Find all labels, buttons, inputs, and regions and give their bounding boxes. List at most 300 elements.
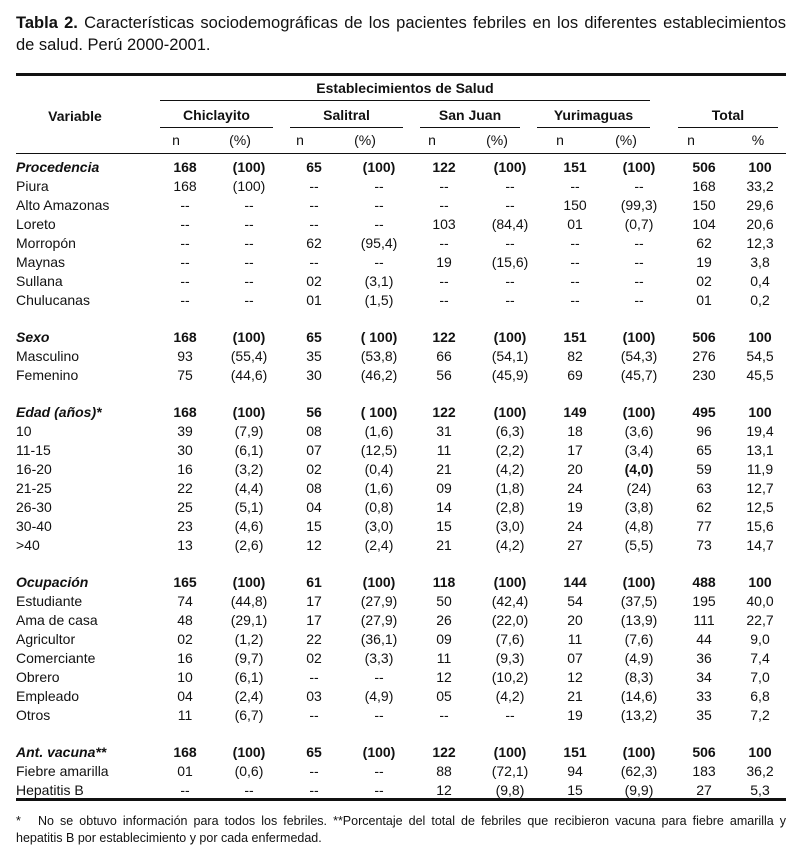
cell-san-juan-n: 21	[436, 537, 452, 553]
cell-salitral-pct: (3,3)	[364, 650, 394, 666]
site-header-san-juan: San Juan	[438, 107, 502, 123]
spacer-cell	[16, 385, 786, 403]
bottom-rule	[16, 798, 786, 801]
cell-total-n: 63	[696, 480, 712, 496]
cell-yurimaguas-n: 69	[567, 367, 583, 383]
cell-san-juan-pct: (22,0)	[491, 612, 529, 628]
cell-salitral-n: 65	[306, 159, 322, 175]
cell-yurimaguas-pct: (62,3)	[620, 763, 658, 779]
cell-chiclayito-pct: (1,2)	[234, 631, 264, 647]
cell-chiclayito-n: 25	[177, 499, 193, 515]
cell-san-juan-n: 103	[432, 216, 456, 232]
cell-san-juan-pct: --	[505, 273, 515, 289]
cell-chiclayito-pct: (100)	[232, 159, 266, 175]
table-row	[16, 215, 786, 234]
cell-salitral-n: --	[309, 763, 319, 779]
cell-san-juan-n: 56	[436, 367, 452, 383]
cell-yurimaguas-pct: --	[634, 292, 644, 308]
cell-yurimaguas-n: 54	[567, 593, 583, 609]
cell-chiclayito-pct: (100)	[232, 744, 266, 760]
cell-yurimaguas-n: 94	[567, 763, 583, 779]
row-label: Hepatitis B	[16, 782, 84, 798]
row-label: Otros	[16, 707, 51, 723]
cell-chiclayito-pct: (7,9)	[234, 423, 264, 439]
cell-yurimaguas-n: 18	[567, 423, 583, 439]
cell-salitral-pct: --	[374, 254, 384, 270]
variable-header: Variable	[48, 108, 102, 124]
table-row	[16, 291, 786, 310]
cell-total-pct: 20,6	[746, 216, 774, 232]
spacer-cell	[16, 555, 786, 573]
cell-san-juan-pct: (2,2)	[495, 442, 525, 458]
cell-total-n: 506	[692, 159, 716, 175]
cell-salitral-pct: ( 100)	[360, 404, 398, 420]
cell-chiclayito-n: --	[180, 216, 190, 232]
cell-total-pct: 40,0	[746, 593, 774, 609]
subheader-n: n	[296, 132, 304, 148]
cell-san-juan-pct: (4,2)	[495, 688, 525, 704]
table-row	[16, 272, 786, 291]
cell-total-pct: 12,7	[746, 480, 774, 496]
cell-total-n: 34	[696, 669, 712, 685]
cell-san-juan-pct: (9,3)	[495, 650, 525, 666]
cell-yurimaguas-n: --	[570, 235, 580, 251]
cell-salitral-pct: (4,9)	[364, 688, 394, 704]
cell-san-juan-pct: (4,2)	[495, 461, 525, 477]
cell-chiclayito-n: 168	[173, 404, 197, 420]
row-label: Fiebre amarilla	[16, 763, 109, 779]
cell-chiclayito-n: 30	[177, 442, 193, 458]
cell-san-juan-n: 09	[436, 631, 452, 647]
cell-san-juan-n: 122	[432, 329, 456, 345]
cell-chiclayito-pct: (2,4)	[234, 688, 264, 704]
cell-chiclayito-pct: (44,6)	[230, 367, 268, 383]
site-header-salitral: Salitral	[323, 107, 370, 123]
cell-san-juan-pct: (100)	[493, 744, 527, 760]
header-rule	[16, 153, 786, 154]
cell-salitral-n: --	[309, 254, 319, 270]
cell-salitral-n: 62	[306, 235, 322, 251]
table-row	[16, 441, 786, 460]
cell-yurimaguas-n: 24	[567, 518, 583, 534]
row-label: 30-40	[16, 518, 52, 534]
cell-chiclayito-pct: --	[244, 197, 254, 213]
cell-yurimaguas-n: --	[570, 273, 580, 289]
cell-yurimaguas-n: --	[570, 292, 580, 308]
cell-total-pct: 15,6	[746, 518, 774, 534]
cell-chiclayito-pct: (3,2)	[234, 461, 264, 477]
cell-yurimaguas-pct: (99,3)	[620, 197, 658, 213]
cell-total-pct: 100	[748, 744, 772, 760]
table-row	[16, 366, 786, 385]
footnote-marker: *	[16, 814, 21, 828]
total-header: Total	[711, 107, 745, 123]
cell-total-pct: 7,2	[750, 707, 770, 723]
cell-yurimaguas-pct: (13,2)	[620, 707, 658, 723]
cell-total-n: 488	[692, 574, 716, 590]
group-label: Procedencia	[16, 159, 100, 175]
cell-total-pct: 12,5	[746, 499, 774, 515]
cell-salitral-pct: (95,4)	[360, 235, 398, 251]
cell-chiclayito-n: 168	[173, 159, 197, 175]
cell-salitral-pct: (53,8)	[360, 348, 398, 364]
cell-san-juan-n: 122	[432, 744, 456, 760]
site-rule	[160, 127, 273, 128]
cell-chiclayito-n: 48	[177, 612, 193, 628]
cell-total-n: 02	[696, 273, 712, 289]
cell-san-juan-n: 15	[436, 518, 452, 534]
cell-san-juan-n: 21	[436, 461, 452, 477]
cell-san-juan-pct: --	[505, 235, 515, 251]
cell-chiclayito-n: 11	[177, 707, 193, 723]
cell-total-pct: 29,6	[746, 197, 774, 213]
cell-yurimaguas-pct: --	[634, 254, 644, 270]
cell-chiclayito-pct: --	[244, 273, 254, 289]
cell-san-juan-pct: (2,8)	[495, 499, 525, 515]
cell-chiclayito-n: 16	[177, 461, 193, 477]
cell-san-juan-pct: (10,2)	[491, 669, 529, 685]
cell-yurimaguas-n: 24	[567, 480, 583, 496]
cell-chiclayito-pct: (6,1)	[234, 669, 264, 685]
cell-chiclayito-pct: (0,6)	[234, 763, 264, 779]
cell-salitral-n: 56	[306, 404, 322, 420]
cell-san-juan-n: --	[439, 235, 449, 251]
site-rule	[420, 127, 520, 128]
cell-total-pct: 100	[748, 159, 772, 175]
cell-salitral-pct: (100)	[362, 744, 396, 760]
row-label: Loreto	[16, 216, 56, 232]
spacer-cell	[16, 725, 786, 743]
cell-chiclayito-n: 13	[177, 537, 193, 553]
table-row	[16, 536, 786, 555]
cell-chiclayito-pct: (55,4)	[230, 348, 268, 364]
cell-salitral-pct: (46,2)	[360, 367, 398, 383]
group-rule	[160, 100, 650, 101]
cell-yurimaguas-n: 01	[567, 216, 583, 232]
cell-salitral-pct: (0,4)	[364, 461, 394, 477]
cell-san-juan-pct: (54,1)	[491, 348, 529, 364]
cell-yurimaguas-n: 151	[563, 744, 587, 760]
cell-san-juan-pct: (9,8)	[495, 782, 525, 798]
table-row	[16, 177, 786, 196]
table-row	[16, 762, 786, 781]
cell-chiclayito-n: 02	[177, 631, 193, 647]
cell-salitral-pct: (2,4)	[364, 537, 394, 553]
cell-total-pct: 7,0	[750, 669, 770, 685]
table-row	[16, 479, 786, 498]
cell-yurimaguas-pct: (54,3)	[620, 348, 658, 364]
cell-salitral-pct: (3,1)	[364, 273, 394, 289]
group-row	[16, 743, 786, 762]
cell-chiclayito-pct: (5,1)	[234, 499, 264, 515]
cell-yurimaguas-n: 150	[563, 197, 587, 213]
spacer-cell	[16, 310, 786, 328]
cell-san-juan-n: 88	[436, 763, 452, 779]
subheader-percent: (%)	[354, 132, 376, 148]
row-label: Comerciante	[16, 650, 96, 666]
cell-salitral-n: --	[309, 197, 319, 213]
cell-total-n: 195	[692, 593, 716, 609]
cell-san-juan-pct: (45,9)	[491, 367, 529, 383]
cell-yurimaguas-n: 11	[567, 631, 583, 647]
cell-yurimaguas-pct: (9,9)	[624, 782, 654, 798]
group-header: Establecimientos de Salud	[316, 80, 494, 96]
top-rule	[16, 73, 786, 76]
cell-salitral-n: 08	[306, 480, 322, 496]
subheader-percent: (%)	[486, 132, 508, 148]
site-rule	[678, 127, 778, 128]
cell-chiclayito-pct: (6,7)	[234, 707, 264, 723]
cell-salitral-n: --	[309, 707, 319, 723]
cell-yurimaguas-pct: --	[634, 235, 644, 251]
cell-yurimaguas-n: 151	[563, 159, 587, 175]
cell-total-pct: 100	[748, 329, 772, 345]
cell-chiclayito-n: 01	[177, 763, 193, 779]
cell-san-juan-n: 11	[436, 650, 452, 666]
cell-yurimaguas-pct: (3,4)	[624, 442, 654, 458]
cell-chiclayito-n: 10	[177, 669, 193, 685]
cell-salitral-n: --	[309, 216, 319, 232]
cell-san-juan-n: 05	[436, 688, 452, 704]
cell-san-juan-n: 12	[436, 782, 452, 798]
cell-total-pct: 36,2	[746, 763, 774, 779]
cell-total-pct: 11,9	[746, 461, 774, 477]
cell-total-n: 36	[696, 650, 712, 666]
cell-yurimaguas-pct: --	[634, 273, 644, 289]
site-rule	[290, 127, 403, 128]
table-row	[16, 196, 786, 215]
table-row	[16, 706, 786, 725]
site-rule	[537, 127, 650, 128]
cell-salitral-n: 61	[306, 574, 322, 590]
cell-san-juan-n: 12	[436, 669, 452, 685]
row-label: Maynas	[16, 254, 66, 270]
cell-chiclayito-n: 93	[177, 348, 193, 364]
cell-san-juan-pct: (84,4)	[491, 216, 529, 232]
cell-chiclayito-n: --	[180, 273, 190, 289]
cell-salitral-n: --	[309, 178, 319, 194]
cell-san-juan-pct: (100)	[493, 574, 527, 590]
cell-yurimaguas-n: --	[570, 178, 580, 194]
cell-yurimaguas-pct: (100)	[622, 404, 656, 420]
cell-chiclayito-n: 168	[173, 744, 197, 760]
cell-salitral-n: 07	[306, 442, 322, 458]
cell-chiclayito-n: --	[180, 782, 190, 798]
row-label: Sullana	[16, 273, 63, 289]
row-label: 21-25	[16, 480, 52, 496]
cell-total-pct: 100	[748, 404, 772, 420]
cell-yurimaguas-n: 12	[567, 669, 583, 685]
cell-san-juan-n: --	[439, 273, 449, 289]
cell-chiclayito-n: 23	[177, 518, 193, 534]
cell-salitral-n: 03	[306, 688, 322, 704]
cell-chiclayito-pct: (100)	[232, 178, 266, 194]
cell-yurimaguas-n: 149	[563, 404, 587, 420]
cell-total-n: 230	[692, 367, 716, 383]
cell-yurimaguas-pct: (4,0)	[624, 461, 654, 477]
cell-salitral-n: 22	[306, 631, 322, 647]
cell-san-juan-n: 11	[436, 442, 452, 458]
table-row	[16, 234, 786, 253]
cell-salitral-pct: (27,9)	[360, 593, 398, 609]
cell-salitral-n: 12	[306, 537, 322, 553]
cell-chiclayito-pct: (100)	[232, 574, 266, 590]
table-row	[16, 498, 786, 517]
cell-total-n: 59	[696, 461, 712, 477]
cell-chiclayito-n: 75	[177, 367, 193, 383]
cell-total-n: 62	[696, 499, 712, 515]
cell-total-pct: 9,0	[750, 631, 770, 647]
cell-chiclayito-pct: (4,4)	[234, 480, 264, 496]
row-label: Chulucanas	[16, 292, 90, 308]
site-header-chiclayito: Chiclayito	[183, 107, 250, 123]
cell-chiclayito-n: 168	[173, 178, 197, 194]
table-row	[16, 347, 786, 366]
cell-salitral-pct: --	[374, 707, 384, 723]
cell-chiclayito-pct: (44,8)	[230, 593, 268, 609]
cell-san-juan-n: 14	[436, 499, 452, 515]
cell-yurimaguas-pct: (100)	[622, 329, 656, 345]
cell-yurimaguas-n: 20	[567, 612, 583, 628]
cell-chiclayito-pct: (4,6)	[234, 518, 264, 534]
cell-salitral-pct: --	[374, 782, 384, 798]
table-row	[16, 687, 786, 706]
row-label: Masculino	[16, 348, 80, 364]
cell-chiclayito-pct: (6,1)	[234, 442, 264, 458]
spacer-row	[16, 555, 786, 573]
cell-total-n: 27	[696, 782, 712, 798]
cell-salitral-n: 02	[306, 461, 322, 477]
cell-total-pct: 0,4	[750, 273, 770, 289]
cell-total-n: 96	[696, 423, 712, 439]
cell-total-pct: 3,8	[750, 254, 770, 270]
subheader-percent: (%)	[229, 132, 251, 148]
cell-salitral-n: 35	[306, 348, 322, 364]
cell-san-juan-n: 09	[436, 480, 452, 496]
cell-chiclayito-pct: --	[244, 292, 254, 308]
cell-total-n: 35	[696, 707, 712, 723]
cell-yurimaguas-pct: (100)	[622, 574, 656, 590]
subheader-percent: (%)	[615, 132, 637, 148]
cell-san-juan-pct: (15,6)	[491, 254, 529, 270]
cell-salitral-pct: (27,9)	[360, 612, 398, 628]
cell-yurimaguas-pct: (8,3)	[624, 669, 654, 685]
cell-san-juan-pct: (1,8)	[495, 480, 525, 496]
table-row	[16, 592, 786, 611]
cell-salitral-pct: (100)	[362, 159, 396, 175]
cell-salitral-pct: (1,6)	[364, 423, 394, 439]
cell-yurimaguas-pct: (100)	[622, 159, 656, 175]
cell-san-juan-pct: (6,3)	[495, 423, 525, 439]
cell-total-n: 168	[692, 178, 716, 194]
cell-san-juan-pct: --	[505, 178, 515, 194]
cell-yurimaguas-n: 151	[563, 329, 587, 345]
cell-salitral-pct: --	[374, 178, 384, 194]
cell-chiclayito-n: --	[180, 292, 190, 308]
cell-chiclayito-n: 04	[177, 688, 193, 704]
cell-san-juan-n: 19	[436, 254, 452, 270]
group-row	[16, 158, 786, 177]
cell-salitral-n: 02	[306, 273, 322, 289]
cell-san-juan-n: 31	[436, 423, 452, 439]
cell-total-n: 19	[696, 254, 712, 270]
cell-salitral-pct: (1,5)	[364, 292, 394, 308]
cell-san-juan-n: --	[439, 178, 449, 194]
cell-chiclayito-n: --	[180, 197, 190, 213]
row-label: Agricultor	[16, 631, 76, 647]
cell-total-n: 111	[693, 612, 715, 628]
cell-chiclayito-pct: (29,1)	[230, 612, 268, 628]
cell-total-n: 506	[692, 329, 716, 345]
cell-yurimaguas-pct: (13,9)	[620, 612, 658, 628]
cell-san-juan-pct: (4,2)	[495, 537, 525, 553]
cell-chiclayito-n: 39	[177, 423, 193, 439]
cell-total-pct: 45,5	[746, 367, 774, 383]
cell-salitral-pct: (36,1)	[360, 631, 398, 647]
cell-san-juan-n: 66	[436, 348, 452, 364]
table-row	[16, 630, 786, 649]
cell-yurimaguas-pct: (5,5)	[624, 537, 654, 553]
row-label: >40	[16, 537, 40, 553]
cell-yurimaguas-n: 82	[567, 348, 583, 364]
row-label: 11-15	[16, 442, 51, 458]
caption-label: Tabla 2.	[16, 14, 78, 32]
cell-chiclayito-n: --	[180, 235, 190, 251]
table-caption	[16, 12, 786, 56]
cell-chiclayito-n: 16	[177, 650, 193, 666]
cell-san-juan-pct: (3,0)	[495, 518, 525, 534]
cell-total-n: 01	[696, 292, 712, 308]
cell-chiclayito-n: 22	[177, 480, 193, 496]
row-label: Obrero	[16, 669, 60, 685]
cell-chiclayito-n: 165	[173, 574, 197, 590]
footnote	[16, 813, 786, 847]
spacer-row	[16, 725, 786, 743]
cell-chiclayito-n: 74	[177, 593, 193, 609]
table-row	[16, 460, 786, 479]
cell-salitral-n: 02	[306, 650, 322, 666]
subheader-n: n	[172, 132, 180, 148]
cell-salitral-n: 65	[306, 744, 322, 760]
cell-yurimaguas-pct: (100)	[622, 744, 656, 760]
row-label: Alto Amazonas	[16, 197, 110, 213]
cell-salitral-pct: (12,5)	[360, 442, 398, 458]
group-label: Ant. vacuna**	[16, 744, 107, 760]
cell-chiclayito-pct: (100)	[232, 329, 266, 345]
cell-yurimaguas-pct: (45,7)	[620, 367, 658, 383]
cell-yurimaguas-n: 20	[567, 461, 583, 477]
spacer-row	[16, 385, 786, 403]
footnote-text: No se obtuvo información para todos los febriles. **Porcentaje del total de febriles que recibieron vacuna para fiebre amarilla y hepatitis B por establecimiento y por cada enfermedad.	[16, 814, 786, 845]
subheader-n: n	[556, 132, 564, 148]
row-label: Empleado	[16, 688, 80, 704]
table-row	[16, 668, 786, 687]
table-row	[16, 422, 786, 441]
cell-salitral-pct: (1,6)	[364, 480, 394, 496]
cell-chiclayito-n: 168	[173, 329, 197, 345]
cell-chiclayito-n: --	[180, 254, 190, 270]
table-row	[16, 649, 786, 668]
subheader-percent: %	[751, 132, 765, 148]
cell-salitral-n: 04	[306, 499, 322, 515]
cell-yurimaguas-pct: (14,6)	[620, 688, 658, 704]
cell-yurimaguas-n: 17	[567, 442, 583, 458]
cell-san-juan-pct: (72,1)	[491, 763, 529, 779]
cell-salitral-n: --	[309, 669, 319, 685]
cell-total-n: 73	[696, 537, 712, 553]
cell-chiclayito-pct: (9,7)	[234, 650, 264, 666]
cell-salitral-pct: --	[374, 197, 384, 213]
